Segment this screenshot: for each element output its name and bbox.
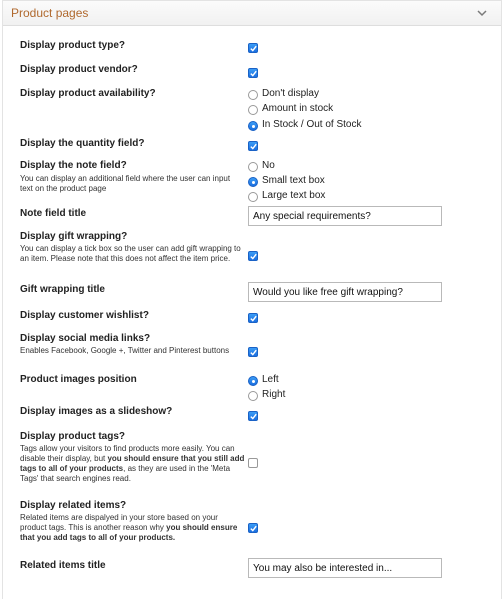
product-type-label: Display product type? [20,40,126,51]
panel-header[interactable] [3,1,501,26]
radio-label: Don't display [262,88,319,99]
gift-wrapping-title-label: Gift wrapping title [20,284,105,295]
related-items-label: Display related items? [20,500,127,511]
checkmark-icon [250,70,257,77]
gift-wrapping-title-input[interactable] [248,282,442,302]
social-media-label: Display social media links? [20,333,151,344]
social-media-checkbox[interactable] [248,347,258,357]
radio-button[interactable] [248,391,258,401]
radio-button-selected[interactable] [248,177,258,187]
note-field-title-label: Note field title [20,208,87,219]
description-text: Tags allow your visitors to find products more easily. You can disable their display, but [20,444,235,463]
radio-label: No [262,160,275,171]
collapse-arrow-icon[interactable] [477,8,487,18]
slideshow-label: Display images as a slideshow? [20,406,173,417]
images-position-label: Product images position [20,374,137,385]
product-tags-description [20,444,245,484]
panel-title: Product pages [11,6,89,20]
radio-label: Left [262,374,279,385]
product-tags-checkbox[interactable] [248,458,258,468]
radio-button-selected[interactable] [248,376,258,386]
related-items-title-label: Related items title [20,560,106,571]
social-media-description: Enables Facebook, Google +, Twitter and Pinterest buttons [20,346,230,355]
checkmark-icon [250,525,257,532]
quantity-field-label: Display the quantity field? [20,138,145,149]
related-items-checkbox[interactable] [248,523,258,533]
note-field-description: You can display an additional field where the user can input text on the product page [20,174,231,193]
radio-button[interactable] [248,90,258,100]
checkmark-icon [250,253,257,260]
gift-wrapping-checkbox[interactable] [248,251,258,261]
radio-button[interactable] [248,105,258,115]
checkmark-icon [250,45,257,52]
radio-label: In Stock / Out of Stock [262,119,362,130]
related-items-title-input[interactable] [248,558,442,578]
radio-button[interactable] [248,162,258,172]
note-field-title-input[interactable] [248,206,442,226]
related-items-description [20,513,245,543]
radio-label: Right [262,389,286,400]
radio-label: Large text box [262,190,326,201]
radio-label: Small text box [262,175,325,186]
radio-button-selected[interactable] [248,121,258,131]
checkmark-icon [250,413,257,420]
customer-wishlist-checkbox[interactable] [248,313,258,323]
product-vendor-label: Display product vendor? [20,64,138,75]
product-type-checkbox[interactable] [248,43,258,53]
quantity-field-checkbox[interactable] [248,141,258,151]
gift-wrapping-label: Display gift wrapping? [20,231,128,242]
checkmark-icon [250,143,257,150]
product-tags-label: Display product tags? [20,431,126,442]
product-vendor-checkbox[interactable] [248,68,258,78]
radio-button[interactable] [248,192,258,202]
radio-label: Amount in stock [262,103,334,114]
product-availability-label: Display product availability? [20,88,156,99]
checkmark-icon [250,349,257,356]
description-text: Related items are dispalyed in your store based on your product tags. This is another reason why [20,513,218,532]
note-field-label: Display the note field? [20,160,127,171]
customer-wishlist-label: Display customer wishlist? [20,310,149,321]
gift-wrapping-description: You can display a tick box so the user can add gift wrapping to an item. Please note that this does not affect the item price. [20,244,241,263]
description-text: , as they are used in the 'Meta Tags' that search engines read. [20,464,231,483]
slideshow-checkbox[interactable] [248,411,258,421]
description-emphasis: you should ensure that you still add tags to all of your products [20,454,245,473]
description-emphasis: you should ensure that you add tags to all of your products. [20,523,238,542]
checkmark-icon [250,315,257,322]
